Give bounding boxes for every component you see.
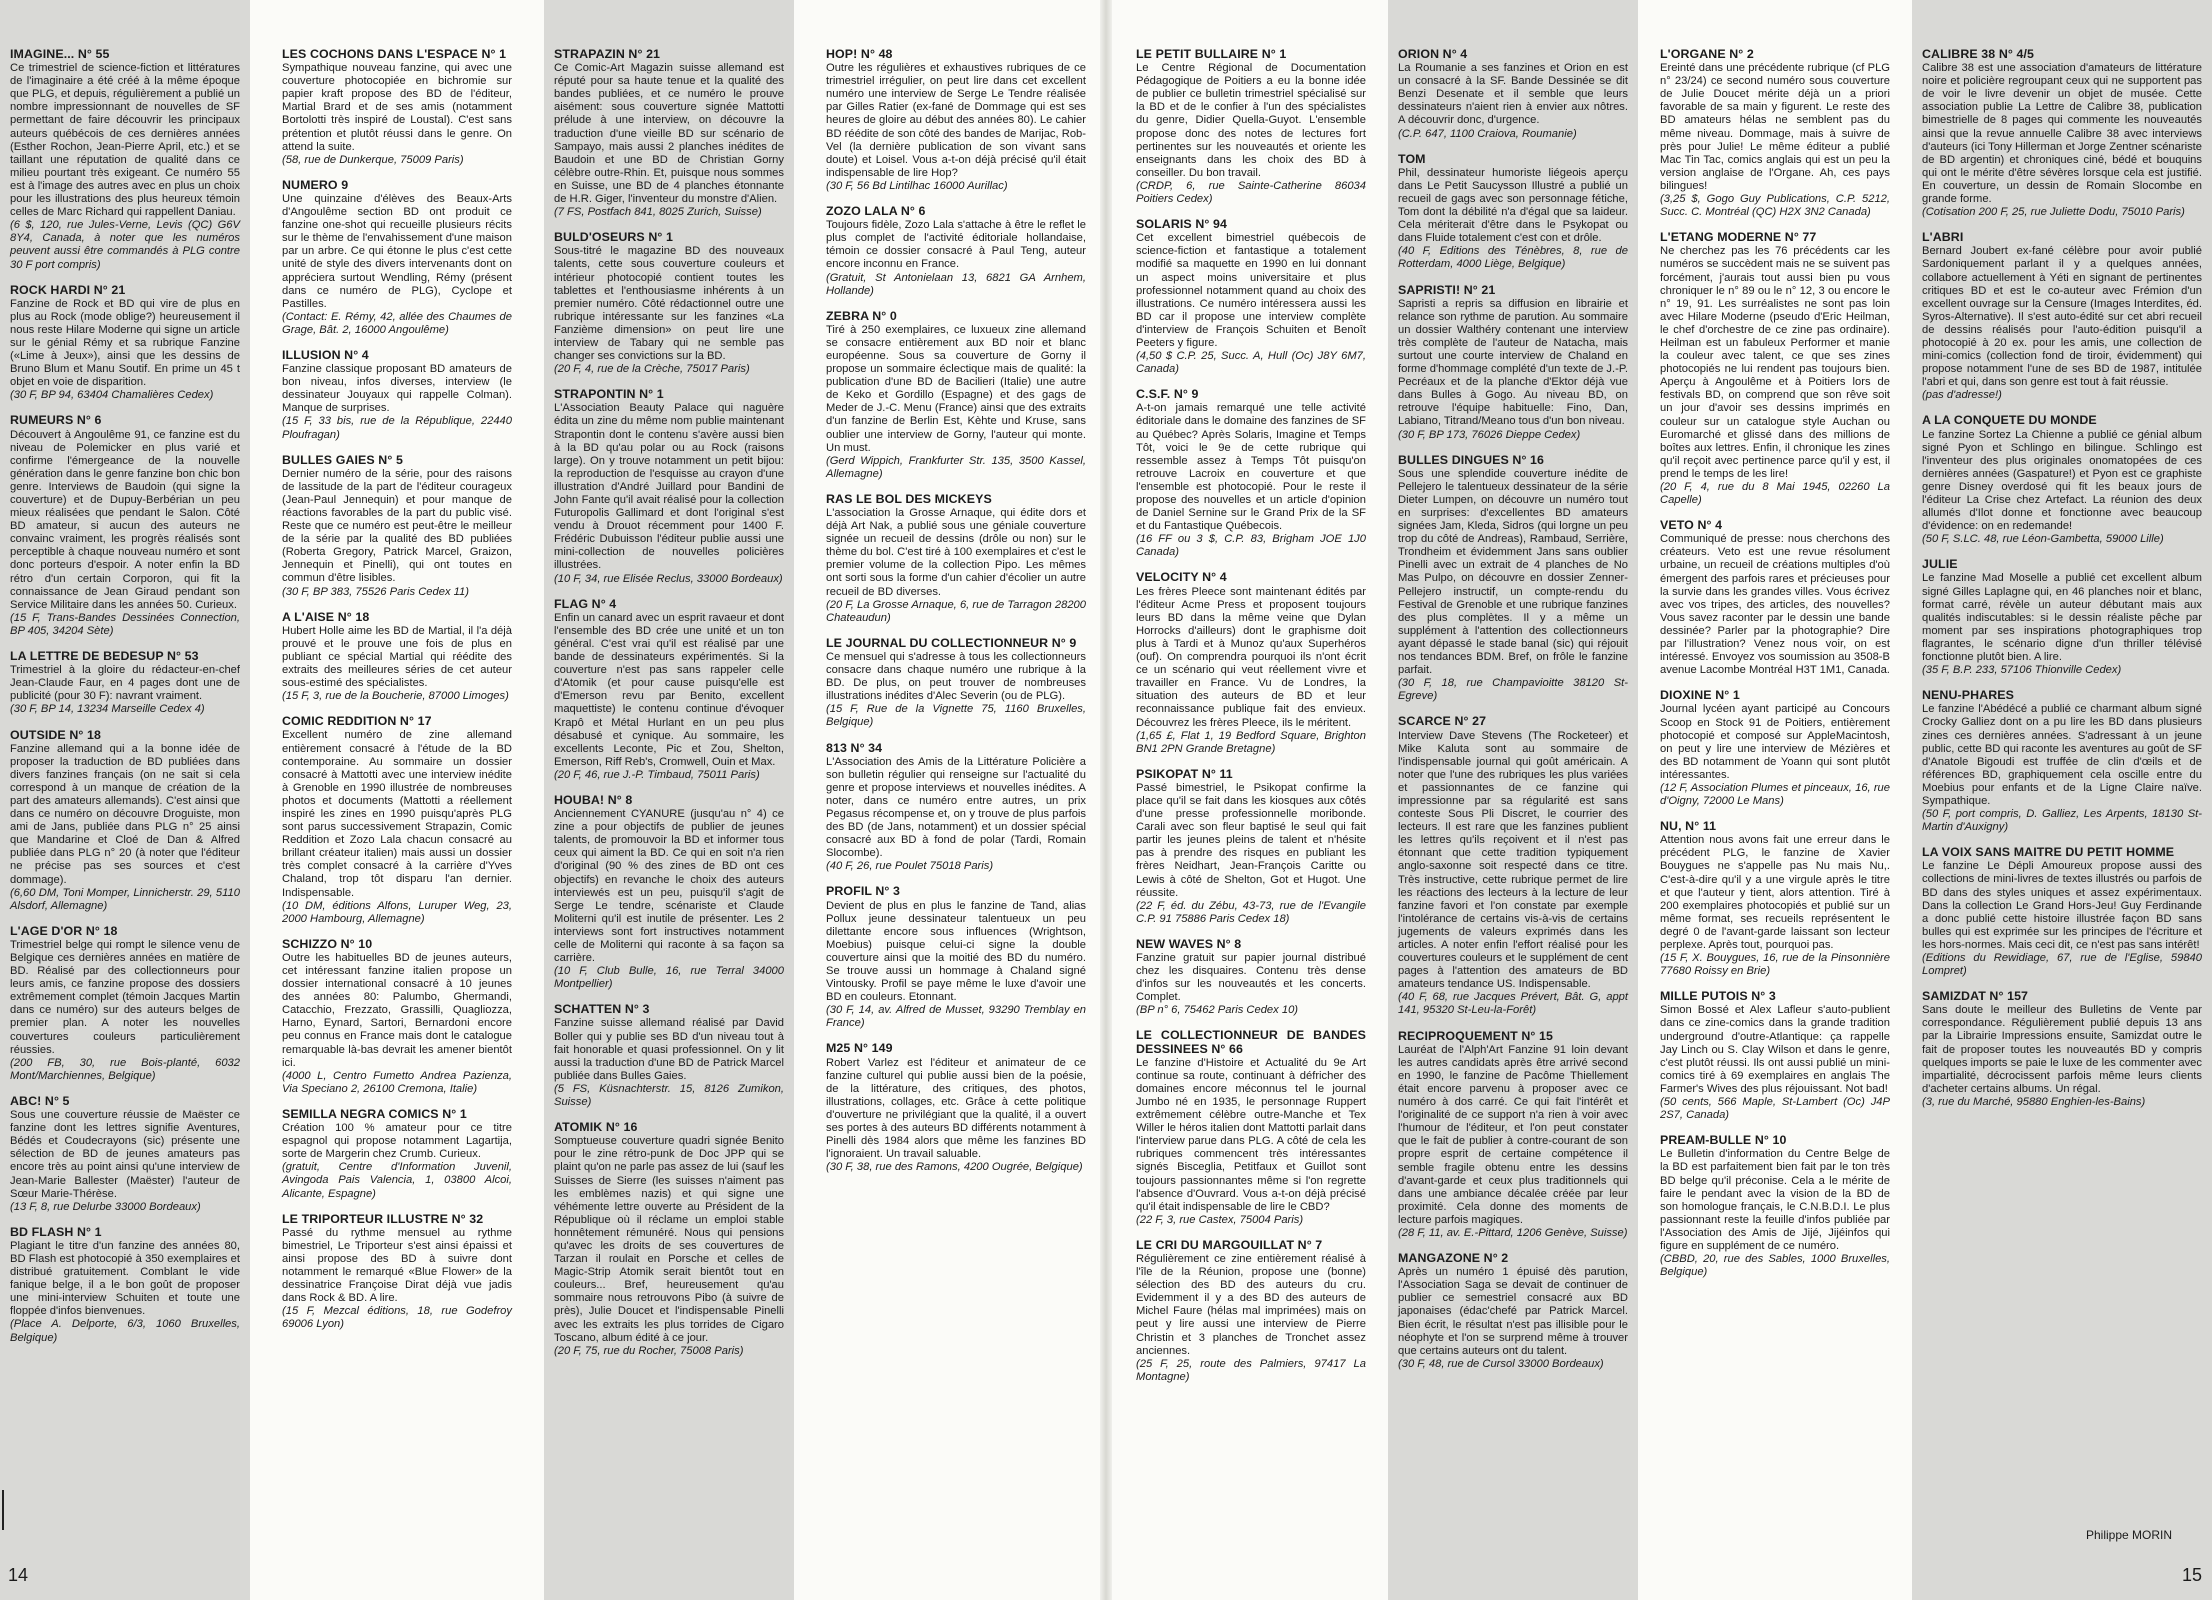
review-title: STRAPONTIN N° 1	[554, 387, 664, 402]
review-title: JULIE	[1922, 557, 1958, 572]
review-title: TOM	[1398, 151, 1426, 166]
review-entry	[1136, 768, 1366, 926]
review-entry	[826, 885, 1086, 1030]
review-body: Bernard Joubert ex-fané célèbre pour avoir publié Sardoniquement parlant il y a quelques années, collabore actuellement à Yéti en signant de pertinentes critiques BD et est le co-auteur avec Frémion d'un excellent ouvrage sur la Censure (Images Interdites, éd. Syros-Alternative). Il s'est auto-édité sur cet abri recueil de dessins réalisés pour l'auto-édition puisqu'il a photocopié à 20 ex. pour les amis, une collection de mini-comics (collection fond de tiroir, évidemment) qui propose notamment l'une de ses BD de 1987, intitulée l'abri et qui, dans son genre est tout à fait réussie.	[1922, 245, 2202, 389]
review-body: Passé du rythme mensuel au rythme bimestriel, Le Triporteur s'est ainsi épaissi et ainsi propose des BD à suivre dont notamment le remarqué «Blue Flower» de la dessinatrice Françoise Dirat déjà vue jadis dans Rock & BD. A lire.	[282, 1226, 512, 1305]
review-title: SEMILLA NEGRA COMICS N° 1	[282, 1106, 467, 1121]
review-title: LE CRI DU MARGOUILLAT N° 7	[1136, 1237, 1323, 1252]
review-address: (15 F, Mezcal éditions, 18, rue Godefroy 69006 Lyon)	[282, 1305, 512, 1331]
review-entry	[1922, 689, 2202, 834]
review-body: Ne cherchez pas les 76 précédents car les numéros se succèdent mais ne se suivent pas forcément, j'aurais tout aussi bien pu vous chroniquer le n° 89 ou le n° 12, 3 ou encore le n° 19, 91. Les surréalistes ne sont pas loin avec Hilare Moderne (pseudo d'Eric Heilman, le chef d'orchestre de ce zine pas ordinaire). Heilman est un fabuleux Performer et manie la couleur avec talent, ce que ses zines photocopiés ne lui rendent pas toujours bien. Aperçu à Angoulême et à Poitiers lors de festivals BD, on comprend que son rêve soit un jour d'avoir ses dessins imprimés en couleur sur un catalogue style Auchan ou Euromarché et glissé dans des millions de boîtes aux lettres. Enfin, il chronique les zines qu'il reçoit avec pertinence parce qu'il y est, il prend le temps de les lire!	[1660, 245, 1890, 480]
review-entry	[826, 48, 1086, 193]
review-entry	[10, 414, 240, 638]
review-entry	[10, 925, 240, 1083]
review-entry	[1660, 820, 1890, 978]
review-body: Simon Bossé et Alex Lafleur s'auto-publient dans ce zine-comics dans la grande tradition underground d'outre-Atlantique: ça rappelle Jay Linch ou S. Clay Wilson et dans le genre, c'est plutôt réussi. Ils ont aussi publié un mini-comics tiré à 69 exemplaires en anglais The Farmer's Wives des plus réjouissant. Not bad!	[1660, 1004, 1890, 1095]
review-body: Lauréat de l'Alph'Art Fanzine 91 loin devant les autres candidats après être arrivé second en 1990, le fanzine de Pacôme Thiellement était encore parvenu à proposer avec ce numéro à dos carré. Ce qui fait l'intérêt et l'originalité de ce support n'a rien à voir avec l'humour de l'éditeur, et l'on peut constater que le fait de publier à contre-courant de son propre esprit de certaine compétence il semble fragile obtenu entre les dessins d'avant-garde et ceux plus traditionnels qui dans une ambiance décalée créée par leur proximité. Cela donne des moments de lecture parfois magiques.	[1398, 1043, 1628, 1226]
review-title: BD FLASH N° 1	[10, 1224, 102, 1239]
review-address: (30 F, 56 Bd Lintilhac 16000 Aurillac)	[826, 179, 1008, 192]
review-body: Plagiant le titre d'un fanzine des années 80, BD Flash est photocopié à 350 exemplaires et distribué gratuitement. Comblant le vide fanique belge, il a le bon goût de proposer une mini-interview Schuiten et toute une floppée d'infos bienvenues.	[10, 1239, 240, 1318]
review-entry	[826, 310, 1086, 481]
review-address: (25 F, 25, route des Palmiers, 97417 La Montagne)	[1136, 1357, 1366, 1383]
review-title: RECIPROQUEMENT N° 15	[1398, 1028, 1553, 1043]
review-address: (15 F, X. Bouygues, 16, rue de la Pinsonnière 77680 Roissy en Brie)	[1660, 952, 1890, 978]
review-title: SOLARIS N° 94	[1136, 217, 1227, 232]
review-title: LES COCHONS DANS L'ESPACE N° 1	[282, 48, 507, 61]
review-body: Journal lycéen ayant participé au Concours Scoop en Stock 91 de Poitiers, entièrement photocopié et composé sur AppleMacintosh, on peut y lire une interview de Mézières et des BD notamment de Yoann qui sont plutôt intéressantes.	[1660, 703, 1890, 781]
page-number-right: 15	[2181, 1565, 2202, 1585]
review-body: Tiré à 250 exemplaires, ce luxueux zine allemand se consacre entièrement aux BD noir et blanc européenne. Sous sa couverture de Gorny il propose un sommaire éclectique mais de qualité: la publication d'une BD de Bacilieri (Italie) une autre de Keko et Gordillo (Espagne) et des gags de Meder de J.-C. Menu (France) ainsi que des extraits d'un fanzine de Berlin Est, Kèhte und Kruse, sans oublier une interview de Gorny, l'auteur qui monte. Un must.	[826, 323, 1086, 454]
review-address: (13 F, 8, rue Delurbe 33000 Bordeaux)	[10, 1200, 201, 1213]
review-entry	[10, 1095, 240, 1214]
review-address: (20 F, La Grosse Arnaque, 6, rue de Tarragon 28200 Chateaudun)	[826, 598, 1086, 624]
review-address: (6 $, 120, rue Jules-Verne, Levis (QC) G6V 8Y4, Canada, à noter que les numéros peuvent aussi être commandés à PLG contre 30 F port compris)	[10, 219, 240, 271]
review-address: (3, rue du Marché, 95880 Enghien-les-Bains)	[1922, 1095, 2146, 1108]
review-title: MILLE PUTOIS N° 3	[1660, 989, 1776, 1004]
review-entry	[826, 637, 1086, 730]
review-entry	[554, 1121, 784, 1358]
review-title: SCHIZZO N° 10	[282, 936, 373, 951]
review-body: Somptueuse couverture quadri signée Benito pour le zine rétro-punk de Doc JPP qui se plaint qu'on ne parle pas assez de lui (sauf les Suisses de Sierre (les suisses n'aiment pas les emblèmes nazis) et qui signe une véhémente lettre ouverte au Président de la République où il réclame un emploi stable honnêtement rémunéré. Nous qui pensions qu'avec les droits de ses couvertures de Tarzan il roulait en Porsche et celles de Magic-Strip Atomik serait bientôt tout en couleurs... Bref, heureusement qu'au sommaire nous retrouvons Pibo (à suivre de près), Julie Doucet et l'indispensable Pinelli avec les extraits les plus torrides de Cigaro Toscano, album édité à ce jour.	[554, 1135, 784, 1344]
review-address: (30 F, 48, rue de Cursol 33000 Bordeaux)	[1398, 1357, 1604, 1370]
review-title: NENU-PHARES	[1922, 688, 2014, 703]
review-address: (7 FS, Postfach 841, 8025 Zurich, Suisse)	[554, 206, 762, 219]
review-body: Devient de plus en plus le fanzine de Tand, alias Pollux jeune dessinateur talentueux un peu dilettante encore sous influences (Wrightson, Moebius) puisque celui-ci signe la double couverture ainsi que la moitié des BD du numéro. Se trouve aussi un hommage à Chaland signé Vintousky. Profil se paye même le luxe d'avoir une BD en couleurs. Etonnant.	[826, 899, 1086, 1004]
review-body: L'association la Grosse Arnaque, qui édite dors et déjà Art Nak, a publié sous une géniale couverture signée un recueil de dessins (drôle ou non) sur le thème du bol. C'est tiré à 100 exemplaires et c'est le premier volume de la collection Pipo. Les mêmes ont sorti sous la forme d'un cahier d'écolier un autre recueil de BD diverses.	[826, 507, 1086, 598]
review-entry	[1398, 284, 1628, 442]
review-title: FLAG N° 4	[554, 596, 617, 611]
review-title: LE TRIPORTEUR ILLUSTRE N° 32	[282, 1211, 484, 1226]
review-body: Outre les habituelles BD de jeunes auteurs, cet intéressant fanzine italien propose un dossier international consacré à 10 jeunes des années 80: Palumbo, Ghermandi, Catacchio, Frezzato, Grassilli, Quagliozza, Harno, Eynard, Sartori, Bernardoni encore peu connus en France mais dont le catalogue remarquable là-bas devrait les amener bientôt ici.	[282, 951, 512, 1069]
review-entry	[554, 598, 784, 782]
review-body: Le Centre Régional de Documentation Pédagogique de Poitiers a eu la bonne idée de publier ce bulletin trimestriel spécialisé sur la BD et de le confier à l'un des spécialistes du genre, Didier Quella-Guyot. L'ensemble propose donc des notes de lectures fort pertinentes sur les nouveautés et oriente les enseignants dans les choix des BD à conseiller. Du bon travail.	[1136, 62, 1366, 179]
review-address: (30 F, BP 14, 13234 Marseille Cedex 4)	[10, 703, 205, 716]
review-title: LE COLLECTIONNEUR DE BANDES DESSINEES N° 66	[1136, 1028, 1366, 1056]
review-address: (35 F, B.P. 233, 57106 Thionville Cedex)	[1922, 664, 2122, 677]
page-number-left: 14	[8, 1565, 29, 1585]
review-body: Ce Comic-Art Magazin suisse allemand est réputé pour sa haute tenue et la qualité des bandes publiées, et ce numéro le prouve aisément: sous couverture signée Mattotti prélude à une interview, on découvre la traduction d'une vieille BD sur scénario de Sampayo, mais aussi 2 planches inédites de Baudoin et une BD de Christian Gorny célèbre outre-Rhin. Et, puisque nous sommes en Suisse, une BD de 4 planches étonnante de H.R. Giger, l'inventeur du monstre d'Alien.	[554, 62, 784, 206]
review-entry	[1136, 938, 1366, 1018]
review-title: RAS LE BOL DES MICKEYS	[826, 491, 992, 506]
review-title: M25 N° 149	[826, 1041, 893, 1056]
review-entry	[826, 493, 1086, 625]
review-entry	[1136, 1239, 1366, 1384]
review-body: Cet excellent bimestriel québecois de science-fiction et fantastique a totalement modifié sa maquette en 1990 en lui donnant un aspect moins universitaire et plus professionnel notamment quand au choix des illustrations. Ce numéro intéressera aussi les BD car il propose une interview complète d'interview de François Schuiten et Benoît Peeters y figure.	[1136, 232, 1366, 349]
review-entry	[554, 231, 784, 376]
review-address: (22 F, 3, rue Castex, 75004 Paris)	[1136, 1213, 1304, 1226]
review-address: (10 DM, éditions Alfons, Luruper Weg, 23, 2000 Hambourg, Allemagne)	[282, 899, 512, 925]
review-address: (50 F, port compris, D. Galliez, Les Arpents, 18130 St-Martin d'Auxigny)	[1922, 808, 2202, 834]
review-entry	[1660, 231, 1890, 507]
review-entry	[1136, 571, 1366, 755]
review-entry	[1136, 218, 1366, 376]
review-title: ABC! N° 5	[10, 1093, 70, 1108]
review-body: Fanzine allemand qui a la bonne idée de proposer la traduction de BD publiées dans divers fanzines français (on ne sait si cela correspond à un manque de création de la part des amateurs allemands). C'est ainsi que dans ce numéro on découvre Droguiste, mon ami de Jans, publiée dans PLG n° 25 ainsi que Mandarine et Cloé de Dan & Alfred publiée dans PLG n° 20 (à noter que l'éditeur ne précise pas ses sources et c'est dommage).	[10, 742, 240, 886]
review-address: (5 FS, Küsnachterstr. 15, 8126 Zumikon, Suisse)	[554, 1082, 784, 1109]
review-body: Trimestriel à la gloire du rédacteur-en-chef Jean-Claude Faur, en 4 pages dont une de publicité (pour 30 F): navrant vraiment.	[10, 664, 240, 703]
review-body: L'Association des Amis de la Littérature Policière a son bulletin régulier qui renseigne sur l'actualité du genre et propose interviews et nouvelles inédites. A noter, dans ce numéro entre autres, un prix Pegasus récompense et, on y trouve de plus parfois des BD (de Jans, notamment) et un dossier spécial consacré aux BD à fond de polar (Tardi, Romain Slocombe).	[826, 755, 1086, 860]
review-body: Excellent numéro de zine allemand entièrement consacré à l'étude de la BD contemporaine. Au sommaire un dossier consacré à Mattotti avec une interview inédite à Grenoble en 1990 illustrée de nombreuses photos et documents (Mattotti a réellement inspiré les zines en 1990 puisqu'après PLG sont parus successivement Strapazin, Comic Reddition et Zozo Lala chacun consacré au brillant créateur italien) mais aussi un dossier très complet consacré à la carrière d'Yves Chaland, trop tôt disparu l'an dernier. Indispensable.	[282, 729, 512, 899]
review-address: (15 F, Rue de la Vignette 75, 1160 Bruxelles, Belgique)	[826, 703, 1086, 729]
review-address: (16 FF ou 3 $, C.P. 83, Brigham JOE 1J0 Canada)	[1136, 533, 1366, 559]
review-entry	[10, 1226, 240, 1345]
review-entry	[1660, 1134, 1890, 1279]
review-body: Robert Varlez est l'éditeur et animateur de ce fanzine culturel qui publie aussi bien de la poésie, de la littérature, des critiques, des photos, illustrations, collages, etc. Grâce à cette politique d'ouverture ne privilégiant que la qualité, il a ouvert ses portes à des auteurs BD différents notamment à Pinelli dès 1984 alors que même les fanzines BD l'ignoraient. Un travail saluable.	[826, 1056, 1086, 1161]
review-body: Enfin un canard avec un esprit ravaeur et dont l'ensemble des BD crée une unité et un ton général. C'est vrai qu'il est réalisé par une bande de dessinateurs expérimentés. Si la couverture n'est pas sans rappeler celle d'Atomik (et pour cause puisqu'elle est d'Emerson revu par Benito, excellent maquettiste) le contenu continue d'évoquer Krapô et Métal Hurlant en un peu plus désabusé et cynique. Au sommaire, les excellents Leconte, Pic et Zou, Shelton, Emerson, Riff Reb's, Cromwell, Ouin et Max.	[554, 611, 784, 768]
review-title: STRAPAZIN N° 21	[554, 47, 661, 61]
review-title: PROFIL N° 3	[826, 884, 900, 899]
review-body: A-t-on jamais remarqué une telle activité éditoriale dans le domaine des fanzines de SF au Québec? Après Solaris, Imagine et Temps Tôt, voici le 9e de cette rubrique qui ressemble assez à Temps Tôt puisqu'on retrouve Lacroix en couverture et que l'ensemble est photocopié. Pour le reste il propose des nouvelles et un article d'opinion de Daniel Sernine sur le Grand Prix de la SF et du Fantastique Québecois.	[1136, 402, 1366, 533]
review-title: LE JOURNAL DU COLLECTIONNEUR N° 9	[826, 635, 1077, 650]
review-address: (20 F, 4, rue du 8 Mai 1945, 02260 La Capelle)	[1660, 481, 1890, 507]
review-title: BULD'OSEURS N° 1	[554, 230, 673, 245]
review-entry	[826, 742, 1086, 874]
review-address: (15 F, Trans-Bandes Dessinées Connection, BP 405, 34204 Sète)	[10, 611, 240, 637]
review-body: Phil, dessinateur humoriste liégeois aperçu dans Le Petit Saucysson Illustré a publié un recueil de gags avec son personnage fétiche, Tom dont la débilité n'a d'égal que sa laideur. Cela mériterait d'être dans le Psykopat ou dans Fluide totalement c'est con et drôle.	[1398, 166, 1628, 245]
review-title: C.S.F. N° 9	[1136, 387, 1199, 402]
review-title: HOUBA! N° 8	[554, 792, 633, 807]
review-entry	[282, 454, 512, 599]
review-title: SCHATTEN N° 3	[554, 1002, 650, 1017]
review-address: (30 F, BP 94, 63404 Chamalières Cedex)	[10, 389, 214, 402]
review-body: Après un numéro 1 épuisé dès parution, l'Association Saga se devait de continuer de publier ce semestriel consacré aux BD japonaises (édac'chefé par Patrick Marcel. Bien écrit, le résultat n'est pas illisible pour le néophyte et l'on se surprend même à trouver que certains auteurs ont du talent.	[1398, 1266, 1628, 1357]
review-entry	[10, 650, 240, 716]
review-entry	[1922, 231, 2202, 402]
review-title: L'ORGANE N° 2	[1660, 48, 1754, 61]
review-body: Ereinté dans une précédente rubrique (cf PLG n° 23/24) ce second numéro sous couverture de Julie Doucet mérite déjà un a priori favorable de sa main y figurent. Le reste des BD amateurs hélas ne semblent pas du même niveau. Dommage, mais à suivre de près pour Julie! Le même éditeur a publié Mac Tin Tac, comics anglais qui est un peu la version anglaise de l'Organe. Ah, ces pays bilingues!	[1660, 62, 1890, 192]
review-address: (50 cents, 566 Maple, St-Lambert (Oc) J4P 2S7, Canada)	[1660, 1096, 1890, 1122]
column-1	[0, 0, 250, 1600]
review-entry	[1398, 1030, 1628, 1241]
review-entry	[1660, 519, 1890, 677]
review-address: (Gerd Wippich, Frankfurter Str. 135, 3500 Kassel, Allemagne)	[826, 454, 1086, 480]
review-title: VELOCITY N° 4	[1136, 570, 1227, 585]
review-entry	[1398, 454, 1628, 704]
review-title: A L'AISE N° 18	[282, 609, 370, 624]
review-entry	[282, 179, 512, 337]
column-4	[816, 48, 1096, 1538]
review-entry	[10, 729, 240, 913]
review-title: SCARCE N° 27	[1398, 714, 1487, 729]
review-title: LA LETTRE DE BEDESUP N° 53	[10, 649, 199, 664]
review-entry	[1398, 715, 1628, 1017]
review-body: Une quinzaine d'élèves des Beaux-Arts d'Angoulême section BD ont produit ce fanzine one-shot qui recueille plusieurs récits sur le thème de l'envahissement d'une maison par un arbre. Ce qui étonne le plus c'est cette unité de style des divers intervenants dont on appréciera surtout Wendling, Rémy (présent dans ce numéro de PLG), Cyclope et Pastilles.	[282, 192, 512, 310]
review-body: Fanzine de Rock et BD qui vire de plus en plus au Rock (mode oblige?) heureusement il nous reste Hilare Moderne qui signe un article sur le génial Rémy et sa rubrique Fanzine («Lime à Jeux»), ainsi que les dessins de Bruno Blum et Manu Soutif. En prime un 45 t objet en voie de disparition.	[10, 297, 240, 389]
review-title: ZEBRA N° 0	[826, 308, 897, 323]
review-entry	[1922, 846, 2202, 978]
review-address: (200 FB, 30, rue Bois-planté, 6032 Mont/Marchiennes, Belgique)	[10, 1056, 240, 1082]
review-body: Sous-titré le magazine BD des nouveaux talents, cette sous couverture couleurs et intérieur photocopié contient toutes les tablettes et l'enthousiasme inhérents à un premier numéro. Côté rédactionnel outre une rubrique intéressante sur les fanzines «La Fanzième dimension» on peut lire une interview de Tabary qui ne semble pas changer ses convictions sur la BD.	[554, 245, 784, 363]
review-title: NEW WAVES N° 8	[1136, 936, 1242, 951]
review-title: BULLES DINGUES N° 16	[1398, 452, 1545, 467]
review-body: Dernier numéro de la série, pour des raisons de lassitude de la part de l'éditeur courageux (Jean-Paul Jennequin) et pour manque de réactions favorables de la part du public visé. Reste que ce numéro est peut-être le meilleur de la série par la qualité des BD publiées (Roberta Gregory, Patrick Marcel, Graizon, Jennequin et Pinelli), qui ont toutes en commun d'être lisibles.	[282, 467, 512, 585]
review-entry	[282, 1213, 512, 1332]
review-body: Communiqué de presse: nous cherchons des créateurs. Veto est une revue résolument urbaine, un recueil de créations multiples d'où émergent des parfois rares et précieuses pour la survie dans les grandes villes. Vous écrivez avec vos tripes, des articles, des nouvelles? Vous savez raconter par le dessin une bande dessinée? Parler par la photographie? Dire par l'illustration? Venez nous voir, on est intéressé. Envoyez vos soumission au 3508-B avenue Lacombe Montréal H3T 1M1, Canada.	[1660, 533, 1890, 677]
review-body: Toujours fidèle, Zozo Lala s'attache à être le reflet le plus complet de l'activité éditoriale hollandaise, témoin ce dossier consacré à Paul Teng, auteur encore inconnu en France.	[826, 219, 1086, 271]
review-entry	[554, 388, 784, 585]
review-address: (20 F, 46, rue J.-P. Timbaud, 75011 Paris)	[554, 768, 760, 781]
review-body: Sympathique nouveau fanzine, qui avec une couverture photocopiée en bichromie sur papier kraft propose des BD de l'éditeur, Martial Brard et de ses amis (notamment Bortolotti très inspiré de Loustal). C'est sans prétention et plutôt réussi dans le genre. On attend la suite.	[282, 62, 512, 153]
review-title: DIOXINE N° 1	[1660, 688, 1740, 703]
review-entry	[554, 1003, 784, 1109]
review-address: (CBBD, 20, rue des Sables, 1000 Bruxelles, Belgique)	[1660, 1253, 1890, 1279]
review-entry	[282, 48, 512, 167]
column-8	[1912, 0, 2212, 1600]
review-body: L'Association Beauty Palace qui naguère édita un zine du même nom publie maintenant Strapontin dont le contenu s'avère aussi bien à la BD qu'au polar ou au Rock (raisons large). On y trouve notamment un petit bijou: la reproduction de l'esquisse au crayon d'une illustration d'André Juillard pour Bandini de John Fante qu'il avait réalisé pour la collection Futuropolis Gallimard et dont l'original s'est vendu à Drouot récemment pour 1400 F. Frédéric Dubuisson l'éditeur publie aussi une mini-collection de nouvelles policières illustrées.	[554, 402, 784, 572]
column-3	[544, 0, 794, 1600]
review-address: (10 F, Club Bulle, 16, rue Terral 34000 Montpellier)	[554, 965, 784, 991]
review-entry	[1922, 414, 2202, 546]
review-entry	[282, 715, 512, 926]
page-edge-mark	[2, 1490, 4, 1530]
review-body: Le fanzine l'Abédécé a publié ce charmant album signé Crocky Galliez dont on a pu lire les BD dans plusieurs zines ces dernières années. S'adressant à un jeune public, cette BD qui raconte les aventures au goût de SF d'Anatole Bigoudi est truffée de clin d'œils et de références BD, graphiquement cela oscille entre du Moebius pour enfants et de la Ligne Claire naïve. Sympathique.	[1922, 703, 2202, 807]
review-address: (15 F, 3, rue de la Boucherie, 87000 Limoges)	[282, 690, 509, 703]
review-address: (28 F, 11, av. E.-Pittard, 1206 Genève, Suisse)	[1398, 1226, 1628, 1239]
review-address: (12 F, Association Plumes et pinceaux, 16, rue d'Oigny, 72000 Le Mans)	[1660, 781, 1890, 808]
column-2	[272, 48, 522, 1538]
review-title: PREAM-BULLE N° 10	[1660, 1133, 1787, 1148]
review-address: (4,50 $ C.P. 25, Succ. A, Hull (Oc) J8Y 6M7, Canada)	[1136, 350, 1366, 376]
review-body: Attention nous avons fait une erreur dans le précédent PLG, le fanzine de Xavier Bouygues ne s'appelle pas Nu mais Nu,. C'est-à-dire qu'il y a une virgule après le titre et que l'auteur y tient, alors attention. Tiré à 200 exemplaires photocopiés et publié sur un même format, ses recueils représentent le degré 0 de l'avant-garde laissant son lecteur perplexe. Après tout, pourquoi pas.	[1660, 834, 1890, 951]
review-address: (gratuit, Centre d'Information Juvenil, Avingoda Pais Valencia, 1, 03800 Alcoi, Alicante, Espagne)	[282, 1161, 512, 1200]
review-body: Ce mensuel qui s'adresse à tous les collectionneurs consacre dans chaque numéro une rubrique à la BD. De plus, on peut trouver de nombreuses illustrations inédites d'Alec Severin (ou de PLG).	[826, 650, 1086, 703]
review-body: Outre les régulières et exhaustives rubriques de ce trimestriel irrégulier, on peut lire dans cet excellent numéro une interview de Serge Le Tendre réalisée par Gilles Ratier (ex-fané de Dommage qui est ses heures de gloire au début des années 80). Le cahier BD réédite de son côté des bandes de Marijac, Rob-Vel (la dernière publication de son vivant sans doute) et Loisel. Vous a-t-on déjà précisé qu'il était indispensable de lire Hop?	[826, 62, 1086, 179]
review-title: ORION N° 4	[1398, 47, 1468, 61]
review-title: BULLES GAIES N° 5	[282, 452, 403, 467]
review-title: PSIKOPAT N° 11	[1136, 766, 1233, 781]
review-address: (50 F, S.LC. 48, rue Léon-Gambetta, 59000 Lille)	[1922, 533, 2164, 546]
column-5	[1126, 48, 1376, 1538]
review-entry	[1922, 558, 2202, 677]
review-title: CALIBRE 38 N° 4/5	[1922, 47, 2035, 61]
review-body: Fanzine suisse allemand réalisé par David Boller qui y publie ses BD d'un niveau tout à fait honorable et quasi professionnel. On y lit aussi la traduction d'une BD de Patrick Marcel publiée dans Bulles Gaies.	[554, 1017, 784, 1082]
review-body: Sous une couverture réussie de Maëster ce fanzine dont les lettres signifie Aventures, Bédés et Coudecrayons (sic) présente une sélection de BD de jeunes amateurs pas encore très au point ainsi qu'une interview de Jean-Marie Ballester (Maëster) l'auteur de Sœur Marie-Thérèse.	[10, 1109, 240, 1200]
review-entry	[1136, 1029, 1366, 1226]
review-address: (4000 L, Centro Fumetto Andrea Pazienza, Via Speciano 2, 26100 Cremona, Italie)	[282, 1069, 512, 1095]
review-entry	[10, 48, 240, 272]
review-title: A LA CONQUETE DU MONDE	[1922, 413, 2097, 428]
review-title: OUTSIDE N° 18	[10, 727, 101, 742]
column-7	[1650, 48, 1900, 1538]
review-address: (30 F, BP 173, 76026 Dieppe Cedex)	[1398, 428, 1581, 441]
review-entry	[1398, 153, 1628, 272]
review-body: Le Bulletin d'information du Centre Belge de la BD est parfaitement bien fait par le ton très BD belge qu'il préconise. Cela a le mérite de faire le pendant avec la vision de la BD de son homologue français, le C.N.B.D.I. Le plus passionnant reste la feuille d'infos publiée par l'Association des Amis de Jijé, Jijéinfos qui figure en supplément de ce numéro.	[1660, 1148, 1890, 1252]
review-title: NUMERO 9	[282, 177, 349, 192]
review-title: SAPRISTI! N° 21	[1398, 282, 1496, 297]
review-address: (20 F, 75, rue du Rocher, 75008 Paris)	[554, 1344, 744, 1357]
review-body: Le fanzine Le Dépli Amoureux propose aussi des collections de mini-livres de textes illustrés ou parfois de BD dans des styles uniques et assez expérimentaux. Dans la collection Le Grand Hors-Jeu! Guy Ferdinande a donc publié cette histoire illustrée façon BD sans bulles qui est exprimée sur les principes de l'écriture et les hors-normes. Mais ceci dit, ce n'est pas sans intérêt!	[1922, 860, 2202, 951]
review-body: Ce trimestriel de science-fiction et littératures de l'imaginaire a été créé à la même époque que PLG, et depuis, régulièrement a publié un nombre impressionnant de nouvelles de SF permettant de faire découvrir les principaux auteurs québécois de ces dernières années (Esther Rochon, Jean-Pierre April, etc.) et se taillant une réputation de qualité dans ce milieu pourtant très exigeant. Ce numéro 55 est à l'image des autres avec en plus un choix pour les illustrations des plus heureux témoin celles de Marc Richard qui rappellent Daniau.	[10, 62, 240, 219]
review-body: Le fanzine Mad Moselle a publié cet excellent album signé Gilles Laplagne qui, en 46 planches noir et blanc, format carré, révèle un auteur débutant mais aux qualités indiscutables: si le dessin réaliste pêche par moment par ses inspirations photographiques trop flagrantes, le scénario digne d'un thriller télévisé fonctionne plutôt bien. A lire.	[1922, 572, 2202, 664]
review-body: Anciennement CYANURE (jusqu'au n° 4) ce zine a pour objectifs de publier de jeunes talents, de promouvoir la BD et informer tous ceux qui aiment la BD. Ce qui en soit n'a rien d'original (90 % des zines de BD ont ces objectifs) en revanche le choix des auteurs interviewés est un peu, puisqu'il s'agit de Serge Le tendre, scénariste et Claude Moliterni qu'il est inutile de présenter. Les 2 interviews sont fort instructives notamment celle de Moliterni qui raconte à sa façon sa carrière.	[554, 808, 784, 965]
review-address: (C.P. 647, 1100 Craiova, Roumanie)	[1398, 127, 1577, 140]
review-body: Les frères Pleece sont maintenant édités par l'éditeur Acme Press et proposent toujours leurs BD dans la même veine que Dylan Horrocks d'ailleurs) dont le graphisme doit plus à Tardi et à Munoz qu'aux Superhéros (ouf). On comprendra pourquoi ils n'ont écrit ce un scénario qui veut réellement vivre et travailler en France. Vu de Londres, la situation des auteurs de BD et leur reconnaissance publique fait des envieux. Découvrez les frères Pleece, ils le méritent.	[1136, 585, 1366, 729]
review-entry	[282, 938, 512, 1096]
review-address: (1,65 £, Flat 1, 19 Bedford Square, Brighton BN1 2PN Grande Bretagne)	[1136, 729, 1366, 755]
review-entry	[1660, 689, 1890, 808]
review-body: Interview Dave Stevens (The Rocketeer) et Mike Kaluta sont au sommaire de l'indispensable journal qui goût américain. A noter que l'une des rubriques les plus variées et passionnantes de ce fanzine qui impressionne par sa régularité est sans conteste Sous Pli Discret, le courrier des lecteurs. Il est rare que les fanzines publient les lettres qu'ils reçoivent et il n'est pas étonnant que cette tradition typiquement anglo-saxonne soit respecté dans ce titre. Très instructive, cette rubrique permet de lire les réactions des lecteurs à la lecture de leur fanzine favori et l'on constate par exemple l'intolérance de certains vis-à-vis de certains jugements de valeurs exprimés dans les articles. A noter enfin l'effort réalisé pour les couvertures couleurs et le supplément de cent pages à l'attention des amateurs de BD amateurs tendance US. Indispensable.	[1398, 729, 1628, 991]
review-address: (15 F, 33 bis, rue de la République, 22440 Ploufragan)	[282, 415, 512, 441]
review-address: (BP n° 6, 75462 Paris Cedex 10)	[1136, 1004, 1299, 1017]
review-address: (22 F, éd. du Zébu, 43-73, rue de l'Evangile C.P. 91 75886 Paris Cedex 18)	[1136, 899, 1366, 925]
review-body: Passé bimestriel, le Psikopat confirme la place qu'il se fait dans les kiosques aux côtés d'une presse professionnelle moribonde. Carali avec son fleur baptisé le seul qui fait partir les jeunes pleins de talent et n'hésite pas à prendre des risques en publiant les frères Neidhart, Jean-François Caritte ou Lewis à côté de Shelton, Got et Hugot. Une réussite.	[1136, 781, 1366, 899]
review-body: Calibre 38 est une association d'amateurs de littérature noire et policière regroupant ceux qui ne supportent pas de voir le livre devenir un objet de musée. Cette association publie La Lettre de Calibre 38, publication bimestrielle de 8 pages qui commente les nouveautés ainsi que la revue annuelle Calibre 38 avec interviews d'auteurs (ici Tony Hillerman et Jorge Zentner scénariste de BD argentin) et chroniques ciné, bédé et bouquins qui ont le mérite d'être sévères lorsque cela est justifié. En couverture, un dessin de Romain Slocombe en grande forme.	[1922, 62, 2202, 206]
review-entry	[1922, 48, 2202, 219]
review-address: (40 F, Editions des Ténèbres, 8, rue de Rotterdam, 4000 Liège, Belgique)	[1398, 245, 1628, 271]
review-body: Le fanzine d'Histoire et Actualité du 9e Art continue sa route, continuant à défricher des domaines encore méconnus tel le journal Jumbo né en 1935, le personnage Ruppert extrêmement célèbre outre-Manche et Tex Willer le héros italien dont Mattotti parlait dans l'interview parue dans PLG. A côté de cela les rubriques commencent très intéressantes signés Bisceglia, Petitfaux et Guillot sont toujours passionnantes même si l'on regrette l'absence d'Ouvrard. Vous a-t-on déjà précisé qu'il était indispensable de lire le CBD?	[1136, 1056, 1366, 1213]
review-title: ZOZO LALA N° 6	[826, 204, 926, 219]
review-address: (Cotisation 200 F, 25, rue Juliette Dodu, 75010 Paris)	[1922, 206, 2185, 219]
review-entry	[1136, 388, 1366, 559]
review-title: NU, N° 11	[1660, 819, 1717, 834]
review-body: Hubert Holle aime les BD de Martial, il l'a déjà prouvé et le prouve une fois de plus en publiant ce spécial Martial qui réédite des extraits des meilleures séries de cet auteur sous-estimé des spécialistes.	[282, 624, 512, 690]
review-entry	[282, 611, 512, 704]
review-title: MANGAZONE N° 2	[1398, 1251, 1509, 1266]
review-title: ROCK HARDI N° 21	[10, 282, 126, 297]
review-address: (58, rue de Dunkerque, 75009 Paris)	[282, 153, 464, 166]
review-entry	[282, 1108, 512, 1201]
review-address: (30 F, 18, rue Champavioitte 38120 St-Egreve)	[1398, 677, 1628, 703]
review-title: 813 N° 34	[826, 740, 883, 755]
column-6	[1388, 0, 1638, 1600]
review-title: VETO N° 4	[1660, 518, 1723, 533]
review-body: Découvert à Angoulême 91, ce fanzine est du niveau de Polemicker en plus varié et confirme l'émergeance de la nouvelle génération dans le genre fanzine bon chic bon genre. Interviews de Baudoin (qui signe la couverture) et de Dupuy-Berbérian un peu mieux réalisées que pendant le Salon. Côté BD amateur, si aucun des auteurs ne convainc vraiment, les progrès réalisés sont perceptible à chaque nouveau numéro et sont donc porteurs d'espoir. A noter enfin la BD rétro d'un certain Corporon, qui fit la connaissance de Jean Giraud pendant son Service Militaire dans les années 50. Curieux.	[10, 428, 240, 611]
review-address: (Contact: E. Rémy, 42, allée des Chaumes de Grage, Bât. 2, 16000 Angoulême)	[282, 310, 512, 336]
review-entry	[1922, 990, 2202, 1109]
review-title: LA VOIX SANS MAITRE DU PETIT HOMME	[1922, 845, 2175, 860]
review-address: (10 F, 34, rue Elisée Reclus, 33000 Bordeaux)	[554, 572, 783, 585]
review-entry	[1136, 48, 1366, 206]
review-body: Création 100 % amateur pour ce titre espagnol qui propose notamment Lagartija, sorte de Margerin chez Crumb. Curieux.	[282, 1122, 512, 1161]
review-body: Fanzine gratuit sur papier journal distribué chez les disquaires. Contenu très dense d'infos sur les nouveautés et les concerts. Complet.	[1136, 952, 1366, 1004]
review-title: SAMIZDAT N° 157	[1922, 989, 2029, 1004]
author-signature: Philippe MORIN	[2085, 1528, 2172, 1542]
review-entry	[1398, 1252, 1628, 1371]
review-address: (30 F, 38, rue des Ramons, 4200 Ougrée, Belgique)	[826, 1161, 1083, 1174]
review-address: (40 F, 68, rue Jacques Prévert, Bât. G, appt 141, 95320 St-Leu-la-Forêt)	[1398, 991, 1628, 1017]
review-title: LE PETIT BULLAIRE N° 1	[1136, 48, 1287, 61]
review-address: (30 F, 14, av. Alfred de Musset, 93290 Tremblay en France)	[826, 1004, 1086, 1030]
review-entry	[10, 284, 240, 403]
review-title: RUMEURS N° 6	[10, 413, 102, 428]
review-address: (CRDP, 6, rue Sainte-Catherine 86034 Poitiers Cedex)	[1136, 179, 1366, 206]
review-entry	[554, 48, 784, 219]
review-entry	[554, 794, 784, 991]
review-address: (3,25 $, Gogo Guy Publications, C.P. 5212, Succ. C. Montréal (QC) H2X 3N2 Canada)	[1660, 193, 1890, 219]
review-entry	[282, 349, 512, 442]
review-body: Sous une splendide couverture inédite de Pellejero le talentueux dessinateur de la série Dieter Lumpen, on découvre un numéro tout en surprises: d'excellentes BD amateurs signées Jam, Kleda, Sidros (qui lorgne un peu trop du côté de Andreas), Rambaud, Serrière, Trondheim et évidemment Jans sans oublier Pinelli avec un extrait de 4 planches de No Mas Pulpo, on découvre en dossier Zenner-Pellejero instructif, un compte-rendu du Festival de Grenoble et une rubrique fanzines des plus complètes. Il y a même un supplément à l'attention des collectionneurs ayant dépassé le stade banal (sic) qui réjouit nos tendances BDM. Bref, on frôle le fanzine parfait.	[1398, 467, 1628, 677]
review-address: (6,60 DM, Toni Momper, Linnicherstr. 29, 5110 Alsdorf, Allemagne)	[10, 886, 240, 912]
review-address: (30 F, BP 383, 75526 Paris Cedex 11)	[282, 585, 469, 598]
review-entry	[1660, 48, 1890, 219]
review-address: (pas d'adresse!)	[1922, 389, 2002, 402]
review-address: (Place A. Delporte, 6/3, 1060 Bruxelles, Belgique)	[10, 1318, 240, 1344]
review-address: (Editions du Rewidiage, 67, rue de l'Eglise, 59840 Lompret)	[1922, 952, 2202, 978]
review-body: Régulièrement ce zine entièrement réalisé à l'île de la Réunion, propose une (bonne) sélection des BD des auteurs du cru. Evidemment il y a des BD des auteurs de Michel Faure (hélas mal imprimées) mais on peut y lire aussi une interview de Pierre Christin et 3 planches de Tronchet assez anciennes.	[1136, 1252, 1366, 1357]
review-title: ILLUSION N° 4	[282, 347, 369, 362]
review-title: COMIC REDDITION N° 17	[282, 714, 432, 729]
review-title: L'ETANG MODERNE N° 77	[1660, 230, 1817, 245]
right-page	[1106, 0, 2212, 1600]
review-entry	[826, 205, 1086, 298]
review-title: IMAGINE... N° 55	[10, 47, 110, 61]
review-body: Fanzine classique proposant BD amateurs de bon niveau, infos diverses, interview (le dessinateur Jouyaux qui rappelle Colman). Manque de surprises.	[282, 363, 512, 415]
review-entry	[826, 1042, 1086, 1174]
review-body: Sans doute le meilleur des Bulletins de Vente par correspondance. Régulièrement publié depuis 13 ans par la Librairie Impressions ensuite, Samizdat outre le fait de proposer toutes les nouveautés BD y compris quelques imports se paie le luxe de les commenter avec impartialité, décrocissent parfois même leurs clients d'acheter certains albums. Un régal.	[1922, 1004, 2202, 1095]
review-body: La Roumanie a ses fanzines et Orion en est un consacré à la SF. Bande Dessinée se dit Benzi Desenate et il semble que leurs dessinateurs n'aient rien à envier aux nôtres. A découvrir donc, d'urgence.	[1398, 62, 1628, 127]
review-title: L'AGE D'OR N° 18	[10, 923, 118, 938]
review-body: Sapristi a repris sa diffusion en librairie et relance son rythme de parution. Au sommaire un dossier Walthéry contenant une interview très complète de l'auteur de Natacha, mais surtout une courte interview de Chaland en forme d'hommage complété d'un texte de J.-P. Pecréaux et de la planche d'Ektor déjà vue dans Bulles à Gogo. Au niveau BD, on retrouve l'équipe habituelle: Fino, Dan, Labiano, Titrand/Meano tous d'un bon niveau.	[1398, 297, 1628, 428]
review-address: (20 F, 4, rue de la Crèche, 75017 Paris)	[554, 363, 750, 376]
review-title: HOP! N° 48	[826, 48, 893, 61]
review-address: (40 F, 26, rue Poulet 75018 Paris)	[826, 860, 994, 873]
review-entry	[1398, 48, 1628, 141]
review-title: L'ABRI	[1922, 230, 1964, 245]
review-body: Le fanzine Sortez La Chienne a publié ce génial album signé Pyon et Schlingo en bilingue. Schlingo est l'inventeur des plus originales onomatopées de ces dernières années (Gaspature!) et Pyon est ce graphiste genre Disney overdosé qui fit les beaux jours de l'éditeur La Crise chez Artefact. La réunion des deux allumés d'Ilot donne et fonctionne avec beaucoup d'évidence: on en redemande!	[1922, 428, 2202, 533]
review-address: (Gratuit, St Antonielaan 13, 6821 GA Arnhem, Hollande)	[826, 271, 1086, 297]
review-body: Trimestriel belge qui rompt le silence venu de Belgique ces dernières années en matière de BD. Réalisé par des collectionneurs pour leurs amis, ce fanzine propose des dossiers extrêmement complet (témoin Jacques Martin dans ce numéro) sur des auteurs belges de premier plan. A noter les nouvelles couvertures couleurs particulièrement réussies.	[10, 938, 240, 1056]
review-entry	[1660, 990, 1890, 1122]
review-title: ATOMIK N° 16	[554, 1120, 638, 1135]
